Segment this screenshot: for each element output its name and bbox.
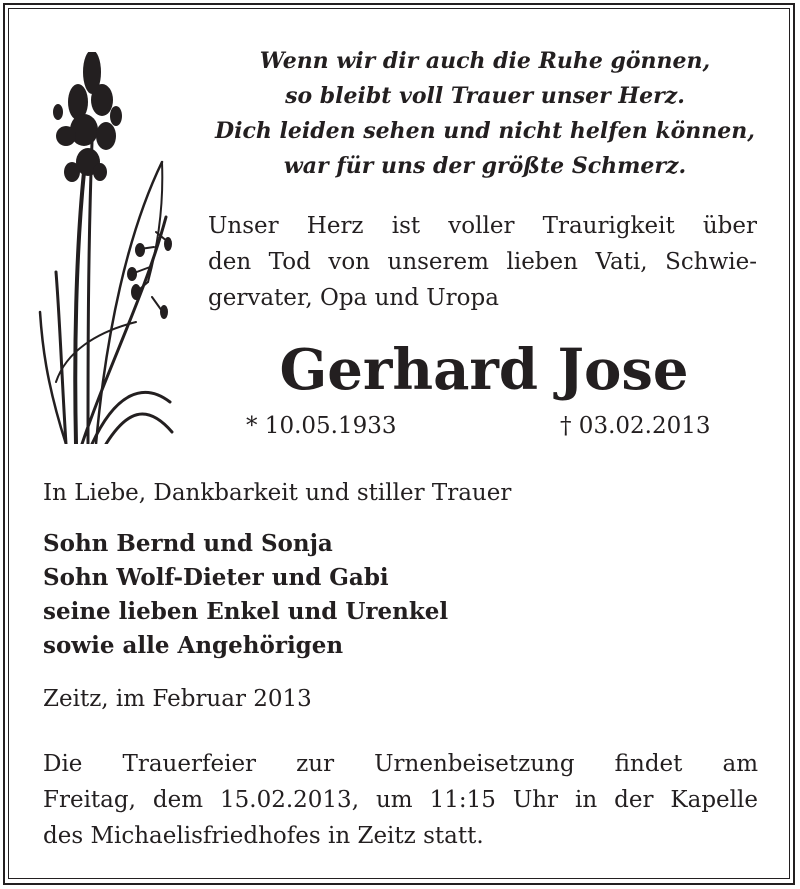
funeral-line: des Michaelisfriedhofes in Zeitz statt. (43, 823, 484, 849)
intro-line: den Tod von unserem lieben Vati, Schwie- (208, 249, 757, 275)
grief-line: In Liebe, Dankbarkeit und stiller Trauer (43, 480, 512, 506)
intro-text (208, 208, 757, 316)
intro-line: Unser Herz ist voller Traurigkeit über (208, 213, 757, 239)
poem-line: war für uns der größte Schmerz. (283, 153, 687, 179)
mourner-item: sowie alle Angehörigen (43, 632, 344, 659)
poem-line: Wenn wir dir auch die Ruhe gönnen, (259, 48, 711, 74)
mourner-item: seine lieben Enkel und Urenkel (43, 598, 449, 625)
birth-date: * 10.05.1933 (246, 413, 397, 439)
funeral-notice (43, 746, 758, 854)
poem (200, 44, 770, 184)
mourner-item: Sohn Wolf-Dieter und Gabi (43, 564, 389, 591)
intro-line: gervater, Opa und Uropa (208, 285, 499, 311)
funeral-line: Freitag, dem 15.02.2013, um 11:15 Uhr in der Kapelle (43, 787, 758, 813)
mourners-list (43, 527, 448, 663)
deceased-name: Gerhard Jose (279, 337, 689, 403)
poem-line: Dich leiden sehen und nicht helfen können, (215, 118, 755, 144)
funeral-line: Die Trauerfeier zur Urnenbeisetzung findet am (43, 751, 758, 777)
mourner-item: Sohn Bernd und Sonja (43, 530, 333, 557)
grass-icon (36, 52, 178, 444)
place-date: Zeitz, im Februar 2013 (43, 686, 312, 712)
poem-line: so bleibt voll Trauer unser Herz. (285, 83, 685, 109)
death-date: † 03.02.2013 (560, 413, 711, 439)
